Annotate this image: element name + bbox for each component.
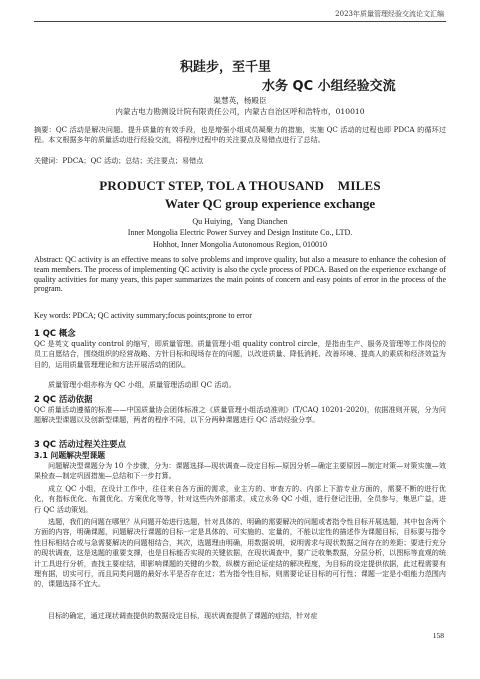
section-2-paragraph-1: QC 质量活动遵循的标准——中国质量协会团体标准之《质量管理小组活动准则》(T/CAQ 10201-2020)，依据准则开展，分为问题解决型课题以及创新型课题，两者的程序不同，以下分两种课题进行 QC 活动经验分享。 — [34, 405, 446, 425]
header-rule — [34, 21, 446, 22]
english-abstract: Abstract: QC activity is an effective means to solve problems and improve quality, but also a measure to enhance the cohesion of team members. The process of implementing QC activity is also the cycle process of PDCA. Based on the experience exchange of quality activities for many years, this paper summarizes the main points of concern and easy points of error in the process of the program. — [34, 255, 446, 294]
english-keywords: Key words: PDCA; QC activity summary;focus points;prone to error — [34, 311, 252, 320]
chinese-affiliation: 内蒙古电力勘测设计院有限责任公司，内蒙古自治区呼和浩特市，010010 — [115, 107, 365, 116]
chinese-authors: 渠慧英，杨殿臣 — [213, 96, 267, 105]
english-title-line-1: PRODUCT STEP, TOL A THOUSAND MILES — [99, 178, 381, 193]
page-number: 158 — [432, 631, 444, 640]
section-3-1-paragraph-4: 目标的确定，通过现状调查提供的数据设定目标，现状调查提供了课题的症结，针对症 — [48, 611, 318, 620]
english-authors: Qu Huiying，Yang Dianchen — [192, 217, 288, 226]
section-3-1-paragraph-2: 成立 QC 小组，在设计工作中，往往来自各方面的需求，业主方的、审查方的、内部上下游专业方面的，需要不断的进行优化，有指标优化、布置优化、方案优化等等，针对这些内外部需求，成立水务 QC 小组，进行登记注册，全员参与，集思广益，进行 QC 活动策划。 — [34, 484, 446, 514]
running-head: 2023年质量管理经验交流论文汇编 — [335, 10, 444, 18]
chinese-keywords: 关键词：PDCA；QC 活动；总结；关注要点；易错点 — [34, 156, 204, 165]
chinese-title-line-2: 水务 QC 小组经验交流 — [262, 79, 396, 94]
section-1-paragraph-1: QC 是英文 quality control 的缩写，即质量管理。质量管理小组 quality control circle，是指由生产、服务及管理等工作岗位的员工自愿结合，围绕组织的经营战略、方针目标和现场存在的问题，以改进质量、降低消耗、改善环境、提高人的素质和经济效益为目的，运用质量管理理论和方法开展活动的团队。 — [34, 339, 446, 369]
section-1-paragraph-2: 质量管理小组亦称为 QC 小组，质量管理活动即 QC 活动。 — [48, 380, 236, 389]
section-2-heading: 2 QC 活动依据 — [34, 394, 93, 404]
chinese-title-line-1: 积跬步，至千里 — [180, 60, 272, 75]
section-3-heading: 3 QC 活动过程关注要点 — [34, 439, 126, 449]
english-affiliation-line-1: Inner Mongolia Electric Power Survey and Design Institute Co., LTD. — [127, 228, 353, 237]
english-affiliation-line-2: Hohhot, Inner Mongolia Autonomous Region, 010010 — [153, 240, 327, 249]
section-3-1-paragraph-3: 选题，我们的问题在哪里？从问题开始进行选题，针对具体的、明确的需要解决的问题或者指令性目标开展选题，其中包含两个方面的内容，明确课题，问题解决行课题的目标一定是具体的、可实施的、定量的，不能以定性的描述作为课题目标，目标要与指令性目标相结合或与急需要解决的问题相结合，其次，选题理由明确，用数据说明，说明需求与现状数据之间存在的差距；要进行充分的现状调查，这是选题的重要支撑，也是目标能否实现的关键依据，在现状调查中，要广泛收集数据，分层分析，以图标等直观的统计工具进行分析，查找主要症结，即影响课题的关键的少数，纵横方面论证症结的解决程度，为目标的设定提供依据，此过程需要有理有据，切实可行，而且同类问题的最好水平是否存在过；若为指令性目标，则需要论证目标的可行性；课题一定是小组能力范围内的，课题选择不宜大。 — [34, 517, 446, 589]
chinese-abstract: 摘要：QC 活动是解决问题、提升质量的有效手段，也是增强小组成员凝聚力的措施，实施 QC 活动的过程也即 PDCA 的循环过程。本文根据多年的质量活动进行经验交流，将程序过程中的关注要点及易错点进行了总结。 — [34, 125, 446, 145]
english-title-line-2: Water QC group experience exchange — [164, 196, 376, 211]
section-3-1-heading: 3.1 问题解决型课题 — [34, 451, 106, 460]
section-1-heading: 1 QC 概念 — [34, 328, 76, 338]
section-3-1-paragraph-1: 问题解决型课题分为 10 个步骤，分为：课题选择—现状调查—设定目标—原因分析—确定主要原因—制定对策—对策实施—效果检查—制定巩固措施—总结和下一步打算。 — [34, 461, 446, 481]
